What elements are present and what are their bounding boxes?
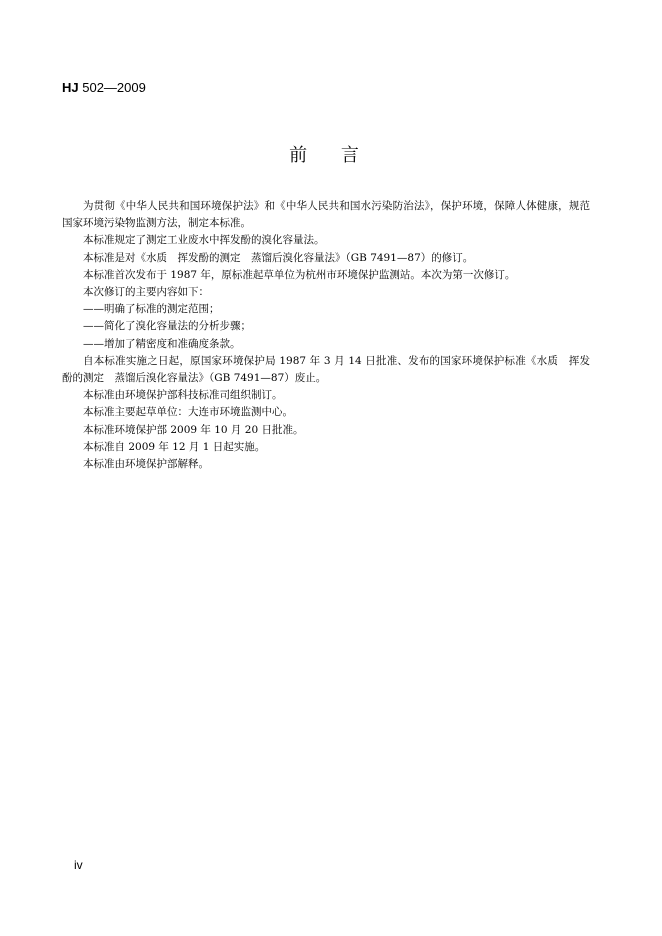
paragraph-drafting-unit: 本标准主要起草单位：大连市环境监测中心。 — [83, 406, 293, 419]
paragraph-organizer: 本标准由环境保护部科技标准司组织制订。 — [83, 389, 283, 402]
paragraph-revision-intro: 本次修订的主要内容如下： — [83, 286, 209, 299]
standard-number — [62, 80, 146, 96]
list-item: ——简化了溴化容量法的分析步骤； — [83, 320, 251, 333]
paragraph-scope: 本标准规定了测定工业废水中挥发酚的溴化容量法。 — [83, 234, 325, 247]
page-title: 前 言 — [289, 145, 373, 166]
paragraph-first-release: 本标准首次发布于 1987 年，原标准起草单位为杭州市环境保护监测站。本次为第一次修订。 — [83, 268, 516, 281]
paragraph-interpretation: 本标准由环境保护部解释。 — [83, 458, 209, 471]
paragraph-approval: 本标准环境保护部 2009 年 10 月 20 日批准。 — [83, 423, 304, 436]
foreword-body — [62, 198, 590, 473]
standard-code: HJ — [62, 80, 79, 95]
list-item: ——增加了精密度和准确度条款。 — [83, 337, 241, 350]
paragraph-abolish: 自本标准实施之日起，原国家环境保护局 1987 年 3 月 14 日批准、发布的国家环境保护标准《水质 挥发酚的测定 蒸馏后溴化容量法》（GB 7491—87）废止。 — [62, 354, 590, 385]
paragraph-purpose: 为贯彻《中华人民共和国环境保护法》和《中华人民共和国水污染防治法》，保护环境，保障人体健康，规范国家环境污染物监测方法，制定本标准。 — [62, 200, 590, 230]
paragraph-revision-of: 本标准是对《水质 挥发酚的测定 蒸馏后溴化容量法》（GB 7491—87）的修订。 — [83, 251, 474, 264]
page-number: iv — [74, 858, 83, 872]
list-item: ——明确了标准的测定范围； — [83, 303, 220, 316]
standard-year: 502—2009 — [78, 80, 146, 95]
paragraph-effective: 本标准自 2009 年 12 月 1 日起实施。 — [83, 440, 266, 453]
